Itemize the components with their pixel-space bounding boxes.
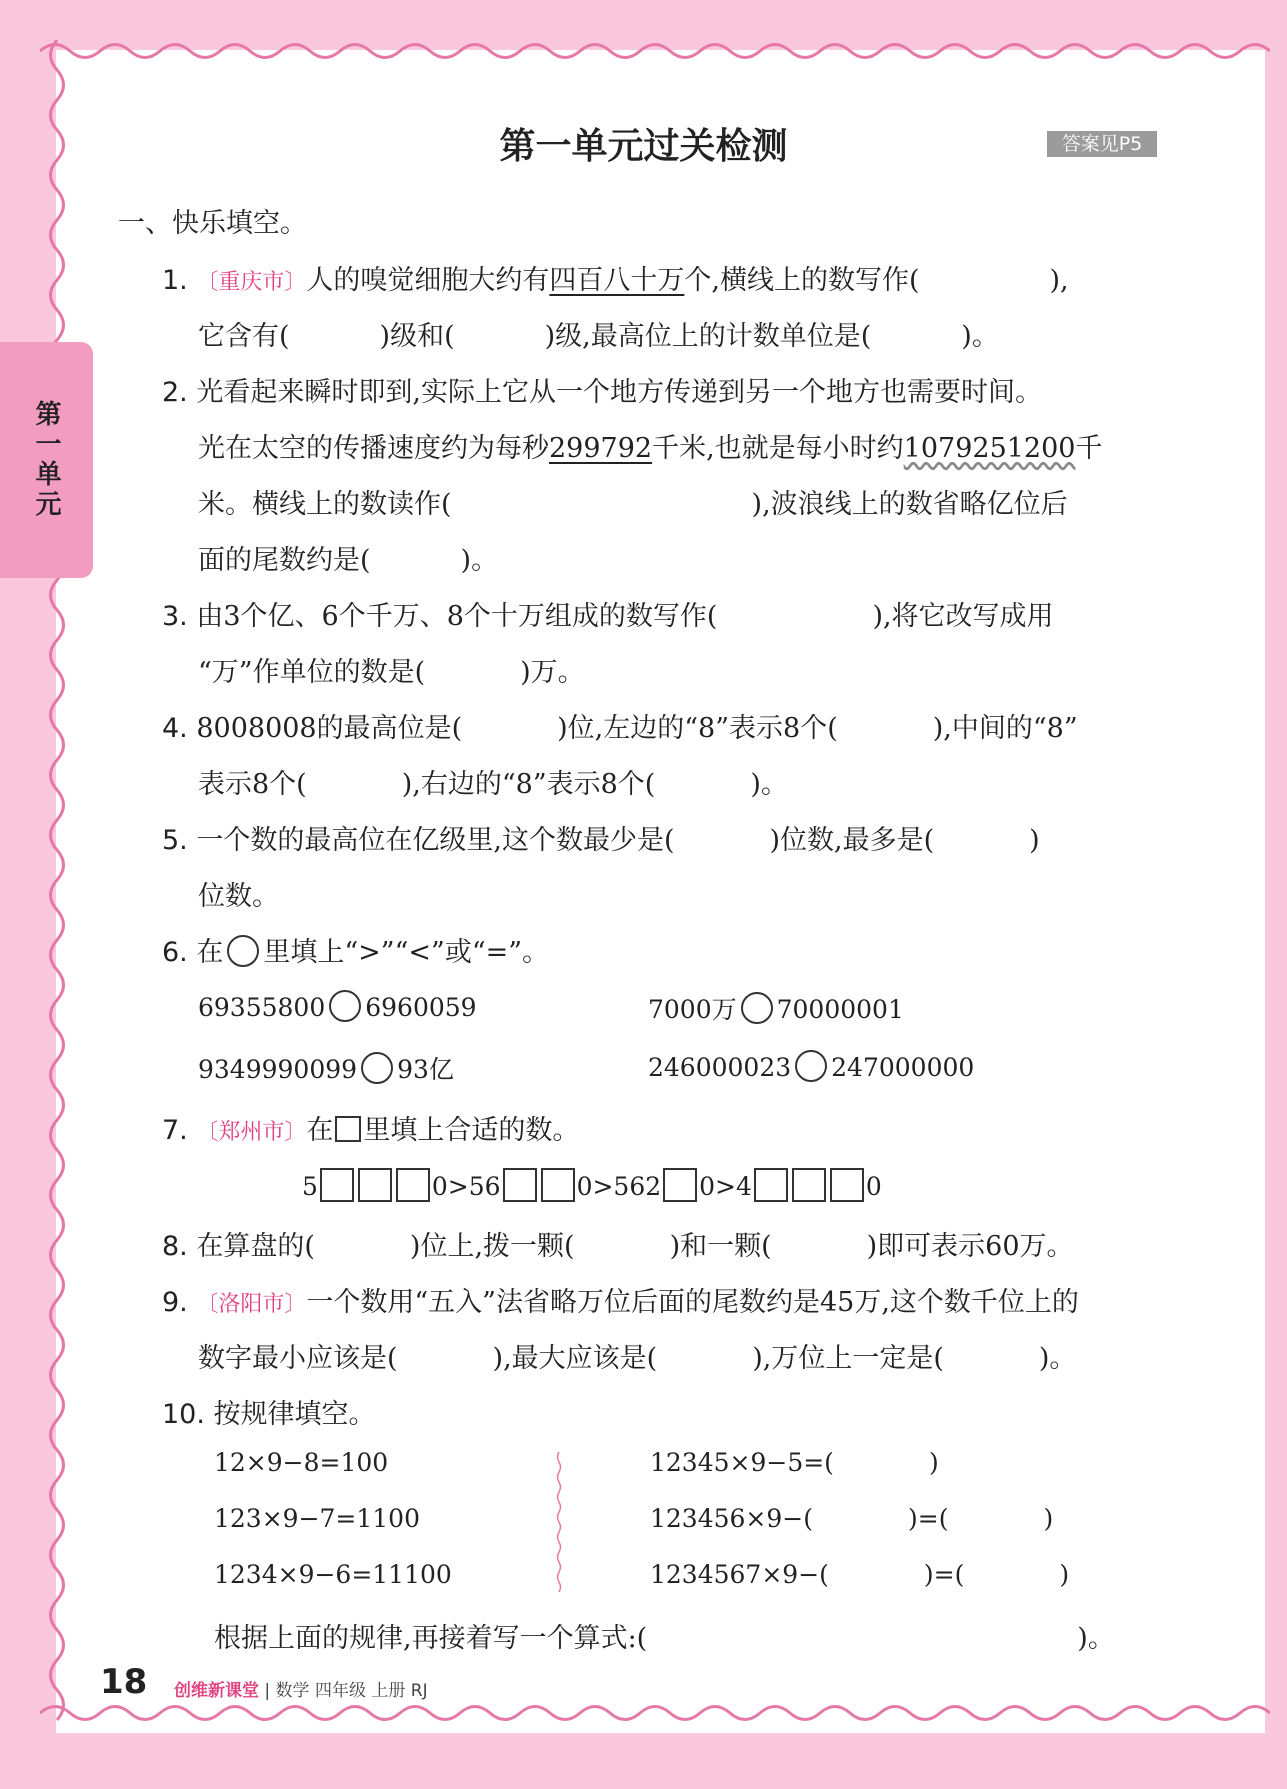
q8-c: )和一颗( [669,1231,772,1262]
q10-title-text: 按规律填空。 [213,1399,376,1430]
q1-line1 [162,258,1069,297]
q10-r1b: ) [928,1448,939,1477]
q2-l3b: ),波浪线上的数省略亿位后 [751,489,1068,520]
digit-box[interactable] [358,1168,392,1202]
q10-right-3 [650,1560,1069,1589]
q1-text-b: 个,横线上的数写作( [684,265,920,296]
q4-l2c: )。 [750,769,788,800]
digit-box[interactable] [754,1168,788,1202]
q10-left-3: 1234×9−6=11100 [214,1560,452,1589]
q1-line2 [198,314,999,353]
q10-last-b: )。 [1077,1623,1115,1654]
q2-l1: 光看起来瞬时即到,实际上它从一个地方传递到另一个地方也需要时间。 [196,377,1042,408]
q10-right-2 [650,1504,1053,1533]
q9-l2d: )。 [1038,1343,1077,1374]
q10-r1a: 12345×9−5=( [650,1448,834,1477]
q5-l1b: )位数,最多是( [769,825,935,856]
q2-l2b: 千米,也就是每小时约 [652,433,904,464]
q6-row1-left [198,990,477,1022]
q10-r2c: ) [1043,1504,1054,1533]
bottom-wave-border [40,1700,1270,1726]
q9-line1 [162,1280,1079,1319]
q7-b: 里填上合适的数。 [363,1115,580,1146]
q2-underlined: 299792 [549,433,653,464]
q6-r2a: 9349990099 [198,1055,358,1084]
q3-l1b: ),将它改写成用 [872,601,1054,632]
q2-l4a: 面的尾数约是( [198,545,371,576]
q6-r1d: 70000001 [776,995,904,1024]
q4-l2a: 表示8个( [198,769,307,800]
wavy-divider [556,1452,562,1592]
q3-l1a: 由3个亿、6个千万、8个十万组成的数写作( [196,601,718,632]
q7-p5: 0 [865,1172,882,1201]
answer-badge: 答案见P5 [1047,131,1157,157]
q9-l1: 一个数用“五入”法省略万位后面的尾数约是45万,这个数千位上的 [306,1287,1079,1318]
q10-last [214,1616,1115,1655]
digit-box[interactable] [792,1168,826,1202]
q7-boxes [302,1168,882,1202]
q2-line4 [198,538,498,577]
compare-circle[interactable] [741,992,773,1024]
q7-line1 [162,1108,579,1147]
q6-row1-right [648,990,904,1026]
q5-number: 5. [162,825,188,856]
q4-l1c: ),中间的“8” [932,713,1078,744]
q6-row2-right [648,1050,974,1082]
compare-circle[interactable] [329,990,361,1022]
q10-title [162,1392,376,1431]
q10-left-1: 12×9−8=100 [214,1448,389,1477]
q9-l2c: ),万位上一定是( [752,1343,944,1374]
q5-l1a: 一个数的最高位在亿级里,这个数最少是( [196,825,675,856]
section-heading: 一、快乐填空。 [118,208,307,239]
q3-line2 [198,650,585,689]
footer-text: 创维新课堂 | 数学 四年级 上册 RJ [174,1681,428,1701]
footer-rest: 数学 四年级 上册 RJ [275,1681,428,1701]
q6-line1 [162,930,549,969]
q4-l2b: ),右边的“8”表示8个( [401,769,656,800]
q4-line1 [162,706,1078,745]
q1-text-c: ), [1049,265,1069,296]
q3-l2b: )万。 [520,657,585,688]
q6-r1c: 7000万 [648,995,737,1024]
q2-l3a: 米。横线上的数读作( [198,489,452,520]
compare-circle[interactable] [361,1052,393,1084]
q1-underlined: 四百八十万 [549,265,685,296]
q7-p4: 0>4 [699,1172,752,1201]
q10-right-1 [650,1448,939,1477]
q6-r1b: 6960059 [365,993,477,1022]
q10-r2a: 123456×9−( [650,1504,813,1533]
q1-city-tag: 〔重庆市〕 [196,270,307,295]
q7-p1: 5 [302,1172,318,1201]
unit-side-tab [0,342,93,578]
q6-b: 里填上“>”“<”或“=”。 [263,937,550,968]
q2-line2 [198,426,1102,465]
left-wave-border [44,40,70,1730]
q10-r3a: 1234567×9−( [650,1560,829,1589]
q10-r3b: )=( [923,1560,965,1589]
q6-r2c: 246000023 [648,1053,792,1082]
page-number: 18 [100,1662,148,1702]
square-icon [335,1116,361,1142]
q5-line2: 位数。 [198,881,279,912]
q9-l2b: ),最大应该是( [492,1343,658,1374]
q7-number: 7. [162,1115,188,1146]
circle-icon [227,935,259,967]
digit-box[interactable] [396,1168,430,1202]
q2-l2c: 千 [1075,433,1103,464]
q2-line1 [162,370,1042,409]
q8-d: )即可表示60万。 [866,1231,1074,1262]
q7-city-tag: 〔郑州市〕 [196,1120,307,1145]
q6-number: 6. [162,937,188,968]
q9-city-tag: 〔洛阳市〕 [196,1292,307,1317]
q2-number: 2. [162,377,188,408]
q3-l2a: “万”作单位的数是( [198,657,426,688]
q6-row2-left [198,1050,454,1086]
digit-box[interactable] [503,1168,537,1202]
unit-side-tab-label: 第一单元 [31,400,61,520]
q4-l1a: 8008008的最高位是( [196,713,463,744]
q8-a: 在算盘的( [196,1231,315,1262]
q1-l2b: )级和( [379,321,455,352]
digit-box[interactable] [830,1168,864,1202]
q2-l4b: )。 [460,545,499,576]
q10-r3c: ) [1059,1560,1070,1589]
q6-r1a: 69355800 [198,993,326,1022]
q8-number: 8. [162,1231,188,1262]
q2-l2a: 光在太空的传播速度约为每秒 [198,433,549,464]
top-wave-border [40,38,1270,64]
q9-number: 9. [162,1287,188,1318]
q3-number: 3. [162,601,188,632]
q1-number: 1. [162,265,188,296]
q1-l2a: 它含有( [198,321,290,352]
digit-box[interactable] [541,1168,575,1202]
q7-p3: 0>562 [576,1172,662,1201]
q3-line1 [162,594,1054,633]
q9-line2 [198,1336,1076,1375]
q6-r2b: 93亿 [397,1055,454,1084]
q5-line1 [162,818,1040,857]
footer-brand: 创维新课堂 [174,1681,259,1701]
q2-line3 [198,482,1068,521]
q4-line2 [198,762,788,801]
q10-last-a: 根据上面的规律,再接着写一个算式:( [214,1623,648,1654]
compare-circle[interactable] [795,1050,827,1082]
q6-a: 在 [196,937,224,968]
q10-r2b: )=( [908,1504,949,1533]
q4-l1b: )位,左边的“8”表示8个( [557,713,838,744]
q4-number: 4. [162,713,188,744]
q10-number: 10. [162,1399,205,1430]
q1-l2d: )。 [961,321,999,352]
q9-l2a: 数字最小应该是( [198,1343,398,1374]
q8-line [162,1224,1074,1263]
q7-a: 在 [306,1115,334,1146]
q5-l1c: ) [1029,825,1040,856]
page-title: 第一单元过关检测 [499,126,788,167]
digit-box[interactable] [663,1168,697,1202]
q7-p2: 0>56 [431,1172,501,1201]
q1-text: 人的嗅觉细胞大约有 [306,265,550,296]
q10-left-2: 123×9−7=1100 [214,1504,420,1533]
digit-box[interactable] [320,1168,354,1202]
q6-r2d: 247000000 [831,1053,975,1082]
q2-wavy: 1079251200 [903,433,1076,464]
q1-l2c: )级,最高位上的计数单位是( [544,321,872,352]
q8-b: )位上,拨一颗( [409,1231,575,1262]
